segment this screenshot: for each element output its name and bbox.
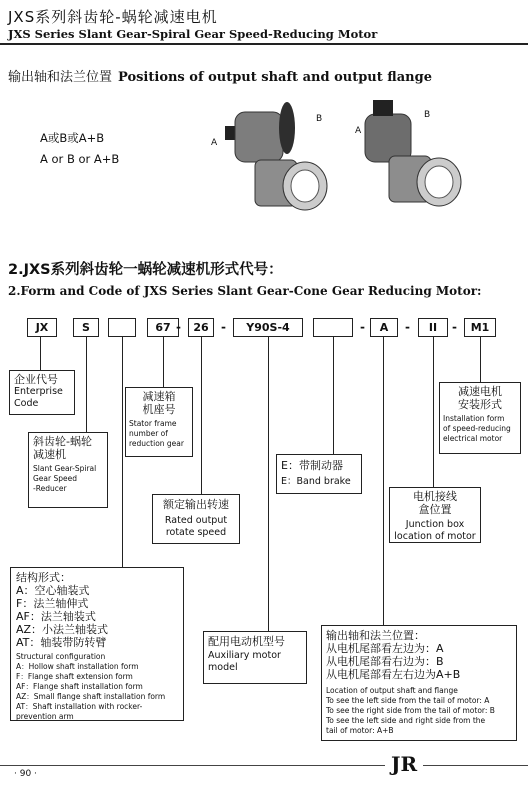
slant-gear-en: Gear Speed bbox=[33, 474, 78, 483]
code-dash: - bbox=[221, 320, 226, 334]
brand-logo: JR bbox=[385, 752, 423, 776]
junction-box-en: location of motor bbox=[394, 531, 476, 542]
motor-end bbox=[425, 166, 453, 198]
junction-box-cn: 盒位置 bbox=[418, 503, 452, 516]
code-26: 26 bbox=[188, 318, 214, 337]
header-title-cn: JXS系列斜齿轮-蜗轮减速电机 bbox=[8, 8, 218, 26]
output-item-en: tail of motor: A+B bbox=[326, 726, 394, 735]
installation-form-en: electrical motor bbox=[443, 434, 503, 443]
rated-speed-cn: 额定输出转速 bbox=[163, 498, 229, 511]
structure-item-en: F：Flange shaft extension form bbox=[16, 672, 133, 681]
installation-form-en: Installation form bbox=[443, 414, 505, 423]
section2-title-en: 2.Form and Code of JXS Series Slant Gear-Cone Gear Reducing Motor: bbox=[8, 284, 482, 298]
stator-frame-cn: 机座号 bbox=[142, 403, 176, 416]
code-ii: II bbox=[418, 318, 448, 337]
structure-title-cn: 结构形式： bbox=[16, 571, 71, 584]
rated-speed-box bbox=[152, 494, 240, 544]
connector-line bbox=[122, 337, 123, 567]
label-a-left: A bbox=[211, 138, 218, 148]
junction-box-box bbox=[389, 487, 481, 543]
code-blank-2 bbox=[313, 318, 353, 337]
code-dash: - bbox=[405, 320, 410, 334]
section1-title-cn: 输出轴和法兰位置 bbox=[8, 70, 113, 85]
code-m1: M1 bbox=[464, 318, 496, 337]
code-67: 67 bbox=[147, 318, 179, 337]
brake-en: E：Band brake bbox=[281, 476, 351, 487]
gear-housing bbox=[235, 112, 283, 162]
shaft-top bbox=[373, 100, 393, 116]
connector-line bbox=[86, 337, 87, 432]
code-blank-1 bbox=[108, 318, 136, 337]
flange bbox=[279, 102, 295, 154]
output-item-cn: 从电机尾部看左边为：A bbox=[326, 642, 444, 655]
stator-frame-box bbox=[125, 387, 193, 457]
slant-gear-en: Slant Gear-Spiral bbox=[33, 464, 97, 473]
structure-item-cn: AT：轴装带防转臂 bbox=[16, 636, 107, 649]
aux-motor-en: model bbox=[208, 662, 238, 673]
stator-frame-en: reduction gear bbox=[129, 439, 184, 448]
section2-title-cn: 2.JXS系列斜齿轮一蜗轮减速机形式代号： bbox=[8, 262, 283, 278]
structure-box bbox=[10, 567, 184, 721]
code-motor-model: Y90S-4 bbox=[233, 318, 303, 337]
output-item-en: To see the left side from the tail of motor: A bbox=[326, 696, 490, 705]
structure-item-cn: F：法兰轴伸式 bbox=[16, 597, 89, 610]
connector-line bbox=[40, 337, 41, 370]
header-title-en: JXS Series Slant Gear-Spiral Gear Speed-Reducing Motor bbox=[8, 27, 378, 41]
label-a-right: A bbox=[355, 126, 362, 136]
structure-item-en: AT：Shaft installation with rocker-prevention arm bbox=[16, 702, 143, 721]
stator-frame-cn: 减速箱 bbox=[142, 390, 176, 403]
structure-item-cn: AZ：小法兰轴装式 bbox=[16, 623, 109, 636]
structure-item-cn: AF：法兰轴装式 bbox=[16, 610, 96, 623]
output-location-box bbox=[321, 625, 517, 741]
stator-frame-en: Stator frame bbox=[129, 419, 177, 428]
enterprise-code-en: Code bbox=[14, 398, 39, 409]
enterprise-code-cn: 企业代号 bbox=[14, 373, 58, 386]
enterprise-code-box bbox=[9, 370, 75, 415]
slant-gear-box bbox=[28, 432, 108, 508]
rated-speed-en: Rated output bbox=[164, 515, 228, 526]
aux-motor-en: Auxiliary motor bbox=[208, 650, 281, 661]
aux-motor-cn: 配用电动机型号 bbox=[208, 635, 285, 648]
output-item-cn: 从电机尾部看左右边为A+B bbox=[326, 668, 461, 681]
junction-box-cn: 电机接线 bbox=[413, 490, 457, 503]
slant-gear-cn: 斜齿轮-蜗轮 bbox=[33, 435, 92, 448]
output-item-en: To see the left side and right side from the bbox=[326, 716, 486, 725]
installation-form-en: of speed-reducing bbox=[443, 424, 511, 433]
installation-form-cn: 减速电机 bbox=[458, 385, 502, 398]
junction-box-en: Junction box bbox=[405, 519, 465, 530]
section1-title-en: Positions of output shaft and output flange bbox=[118, 70, 432, 85]
connector-line bbox=[383, 337, 384, 625]
motor-end bbox=[291, 170, 319, 202]
output-item-en: Location of output shaft and flange bbox=[326, 686, 458, 695]
slant-gear-cn: 减速机 bbox=[33, 448, 66, 461]
code-dash: - bbox=[176, 320, 181, 334]
page-number: · 90 · bbox=[14, 769, 37, 779]
output-item-cn: 从电机尾部看右边为：B bbox=[326, 655, 444, 668]
output-title-cn: 输出轴和法兰位置： bbox=[326, 629, 425, 642]
section1-title bbox=[8, 66, 432, 85]
brake-cn: E：带制动器 bbox=[281, 459, 343, 472]
installation-form-box bbox=[439, 382, 521, 454]
code-s: S bbox=[73, 318, 99, 337]
enterprise-code-en: Enterprise bbox=[14, 386, 63, 397]
connector-line bbox=[201, 337, 202, 494]
brake-box bbox=[276, 454, 362, 494]
label-b-right: B bbox=[424, 110, 431, 120]
label-b-left: B bbox=[316, 114, 323, 124]
footer-rule bbox=[0, 765, 528, 766]
aux-motor-box bbox=[203, 631, 307, 684]
motor-image-right bbox=[355, 96, 465, 218]
installation-form-cn: 安装形式 bbox=[458, 398, 502, 411]
structure-title-en: Structural configuration bbox=[16, 652, 106, 661]
code-dash: - bbox=[360, 320, 365, 334]
gear-housing bbox=[365, 114, 411, 162]
structure-item-en: AF：Flange shaft installation form bbox=[16, 682, 143, 691]
slant-gear-en: -Reducer bbox=[33, 484, 67, 493]
header-rule bbox=[0, 43, 528, 45]
structure-item-en: A：Hollow shaft installation form bbox=[16, 662, 139, 671]
output-item-en: To see the right side from the tail of motor: B bbox=[326, 706, 495, 715]
connector-line bbox=[333, 337, 334, 454]
connector-line bbox=[480, 337, 481, 382]
stator-frame-en: number of bbox=[129, 429, 168, 438]
structure-item-en: AZ：Small flange shaft installation form bbox=[16, 692, 166, 701]
rated-speed-en: rotate speed bbox=[165, 527, 227, 538]
connector-line bbox=[433, 337, 434, 487]
code-dash: - bbox=[452, 320, 457, 334]
ab-options-cn: A或B或A+B bbox=[40, 131, 105, 145]
ab-options-en: A or B or A+B bbox=[40, 152, 120, 166]
connector-line bbox=[268, 337, 269, 631]
connector-line bbox=[163, 337, 164, 387]
code-a: A bbox=[370, 318, 398, 337]
code-jx: JX bbox=[27, 318, 57, 337]
structure-item-cn: A：空心轴装式 bbox=[16, 584, 90, 597]
